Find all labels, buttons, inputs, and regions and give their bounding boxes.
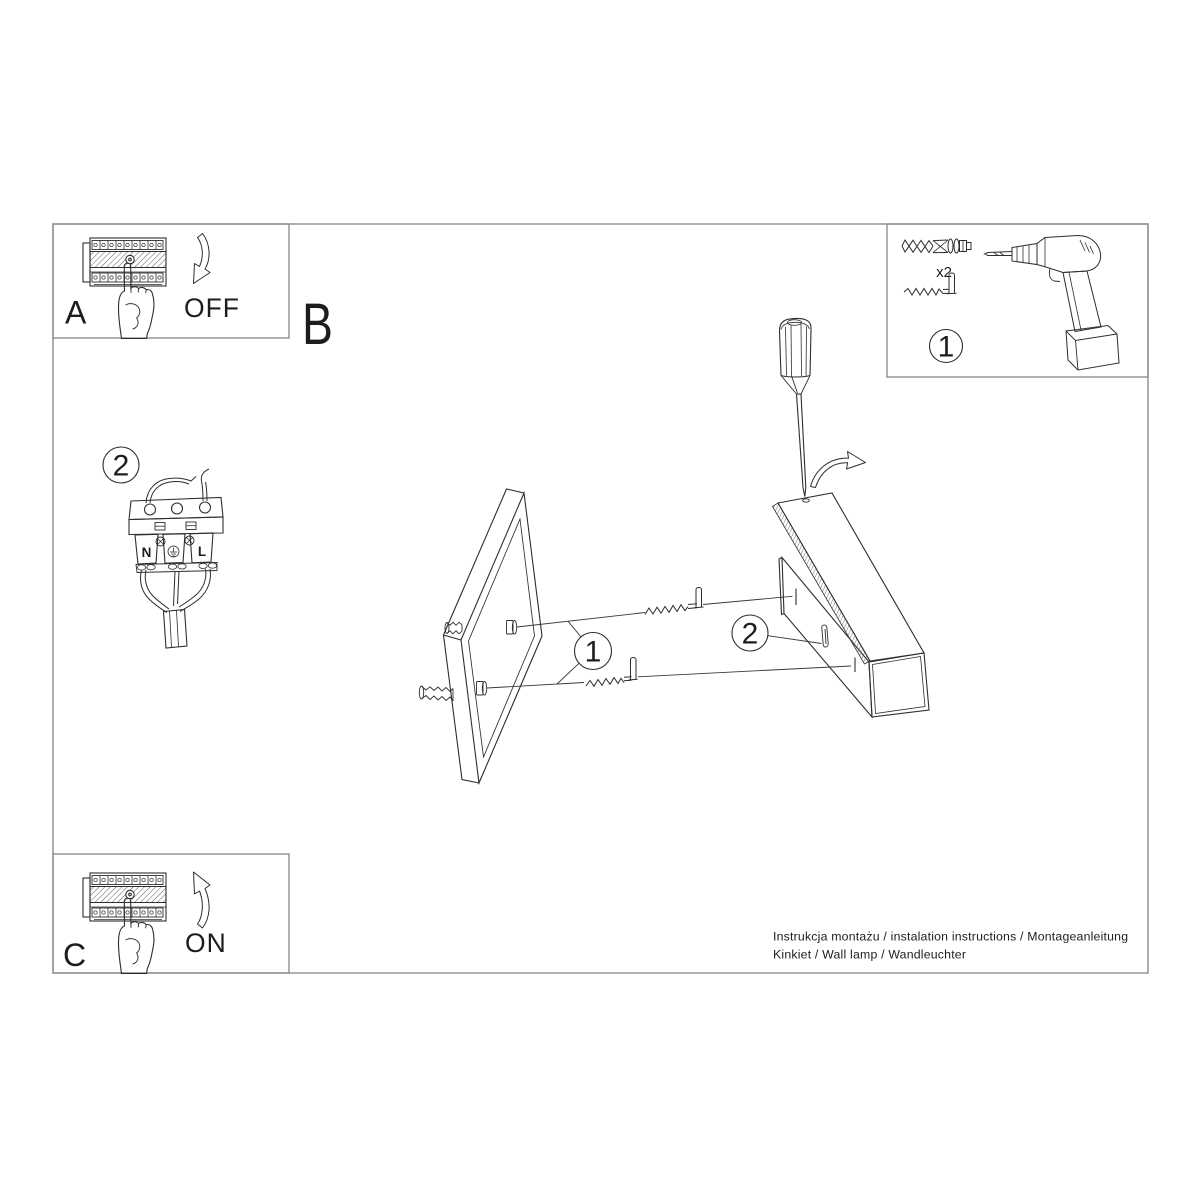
on-label: ON <box>185 928 227 958</box>
wiring-callout-badge <box>103 447 139 483</box>
parts-callout-badge <box>930 330 963 364</box>
cable-wires-icon <box>140 569 210 613</box>
footer-line1: Instrukcja montażu / instalation instructions / Montageanleitung <box>773 929 1129 944</box>
power-off-arrow-down-icon <box>194 234 211 284</box>
hook-screw-icon <box>904 273 957 295</box>
step-a-label: A <box>65 294 87 331</box>
slots-callout-badge <box>732 615 768 651</box>
step-b-label: B <box>302 292 333 358</box>
wall-anchor-icon <box>902 239 971 253</box>
page-frame <box>53 224 1148 973</box>
hook-screw-upper <box>645 587 704 614</box>
anchor-quantity-label: x2 <box>936 264 952 281</box>
wall-plate-drawing <box>419 489 542 783</box>
wall-plug-upper-icon <box>445 622 462 634</box>
set-screw-hole <box>803 499 810 502</box>
step-a-panel <box>53 224 289 338</box>
step-c-panel <box>53 854 289 973</box>
cable-sheath-icon <box>164 610 188 649</box>
svg-text:2: 2 <box>112 449 130 483</box>
wall-plug-lower-icon <box>419 686 453 701</box>
footer-line2: Kinkiet / Wall lamp / Wandleuchter <box>773 947 967 962</box>
breaker-off-drawing <box>83 238 166 339</box>
wall-anchor-upper <box>507 621 517 635</box>
svg-text:2: 2 <box>741 617 759 651</box>
hooks-callout-badge <box>575 633 612 670</box>
wall-anchor-lower <box>477 682 487 696</box>
lamp-top-plate-drawing <box>773 493 925 664</box>
svg-text:1: 1 <box>937 330 955 364</box>
svg-text:1: 1 <box>584 635 602 669</box>
power-on-arrow-up-icon <box>194 872 211 928</box>
live-terminal-label: L <box>197 544 207 559</box>
neutral-terminal-label: N <box>141 545 152 560</box>
ground-symbol-icon <box>168 546 179 557</box>
off-label: OFF <box>184 293 240 323</box>
breaker-on-drawing <box>83 873 166 974</box>
leader-lines <box>487 596 851 688</box>
drill-icon <box>985 236 1120 371</box>
rotation-arrow-icon <box>811 452 866 488</box>
keyhole-slot-middle <box>822 625 828 647</box>
screwdriver-icon <box>780 318 812 496</box>
step-c-label: C <box>63 937 87 973</box>
